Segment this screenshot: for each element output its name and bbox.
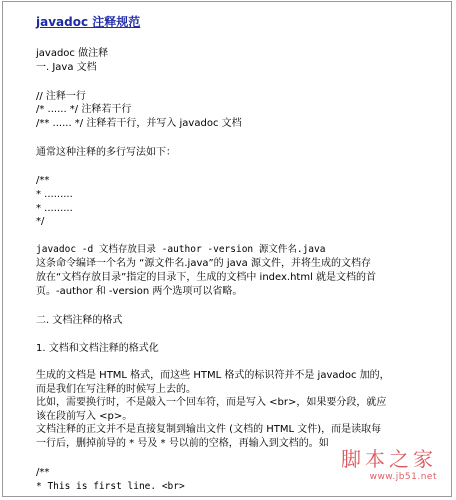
code-line: /** bbox=[36, 175, 50, 186]
text-line: 比如，需要换行时，不是敲入一个回车符，而是写入 <br>，如果要分段，就应 bbox=[36, 397, 387, 408]
document-frame bbox=[2, 1, 452, 497]
code-line: /** bbox=[36, 467, 50, 478]
watermark-url: www.jb51.net bbox=[369, 472, 437, 482]
text-line: 而是我们在写注释的时候写上去的。 bbox=[36, 384, 196, 395]
section-heading: 二. 文档注释的格式 bbox=[36, 315, 123, 326]
text-line: 文档注释的正文并不是直接复制到输出文件 (文档的 HTML 文件)，而是读取每 bbox=[36, 424, 382, 435]
text-line: 生成的文档是 HTML 格式，而这些 HTML 格式的标识符并不是 javadoc 加的， bbox=[36, 370, 390, 381]
text-line: 一行后，删掉前导的 * 号及 * 号以前的空格，再输入到文档的。如 bbox=[36, 438, 329, 449]
text-line: 页。-author 和 -version 两个选项可以省略。 bbox=[36, 286, 243, 297]
code-line: * ......... bbox=[36, 189, 73, 200]
code-line: // 注释一行 bbox=[36, 91, 86, 102]
code-line: * This is first line. <br> bbox=[36, 481, 185, 492]
command-line: javadoc -d 文档存放目录 -author -version 源文件名.java bbox=[36, 244, 326, 255]
text-line: 放在“文档存放目录”指定的目录下，生成的文档中 index.html 就是文档的首 bbox=[36, 272, 377, 283]
code-line: */ bbox=[36, 216, 45, 227]
watermark-logo: 脚本之家 bbox=[341, 447, 437, 471]
text-line: 这条命令编译一个名为 “源文件名.java”的 java 源文件，并将生成的文档存 bbox=[36, 258, 371, 269]
text-line: 通常这种注释的多行写法如下： bbox=[36, 147, 176, 158]
site-watermark bbox=[341, 443, 437, 482]
text-line: 该在段前写入 <p>。 bbox=[36, 411, 133, 422]
code-line: /** ...... */ 注释若干行，并写入 javadoc 文档 bbox=[36, 118, 242, 129]
code-line: * ......... bbox=[36, 203, 73, 214]
subsection-heading: 1. 文档和文档注释的格式化 bbox=[36, 343, 159, 354]
code-line: /* ...... */ 注释若干行 bbox=[36, 104, 132, 115]
text-line: javadoc 做注释 bbox=[36, 48, 109, 59]
page-title-link[interactable]: javadoc 注释规范 bbox=[36, 15, 141, 29]
section-heading: 一. Java 文档 bbox=[36, 62, 97, 73]
